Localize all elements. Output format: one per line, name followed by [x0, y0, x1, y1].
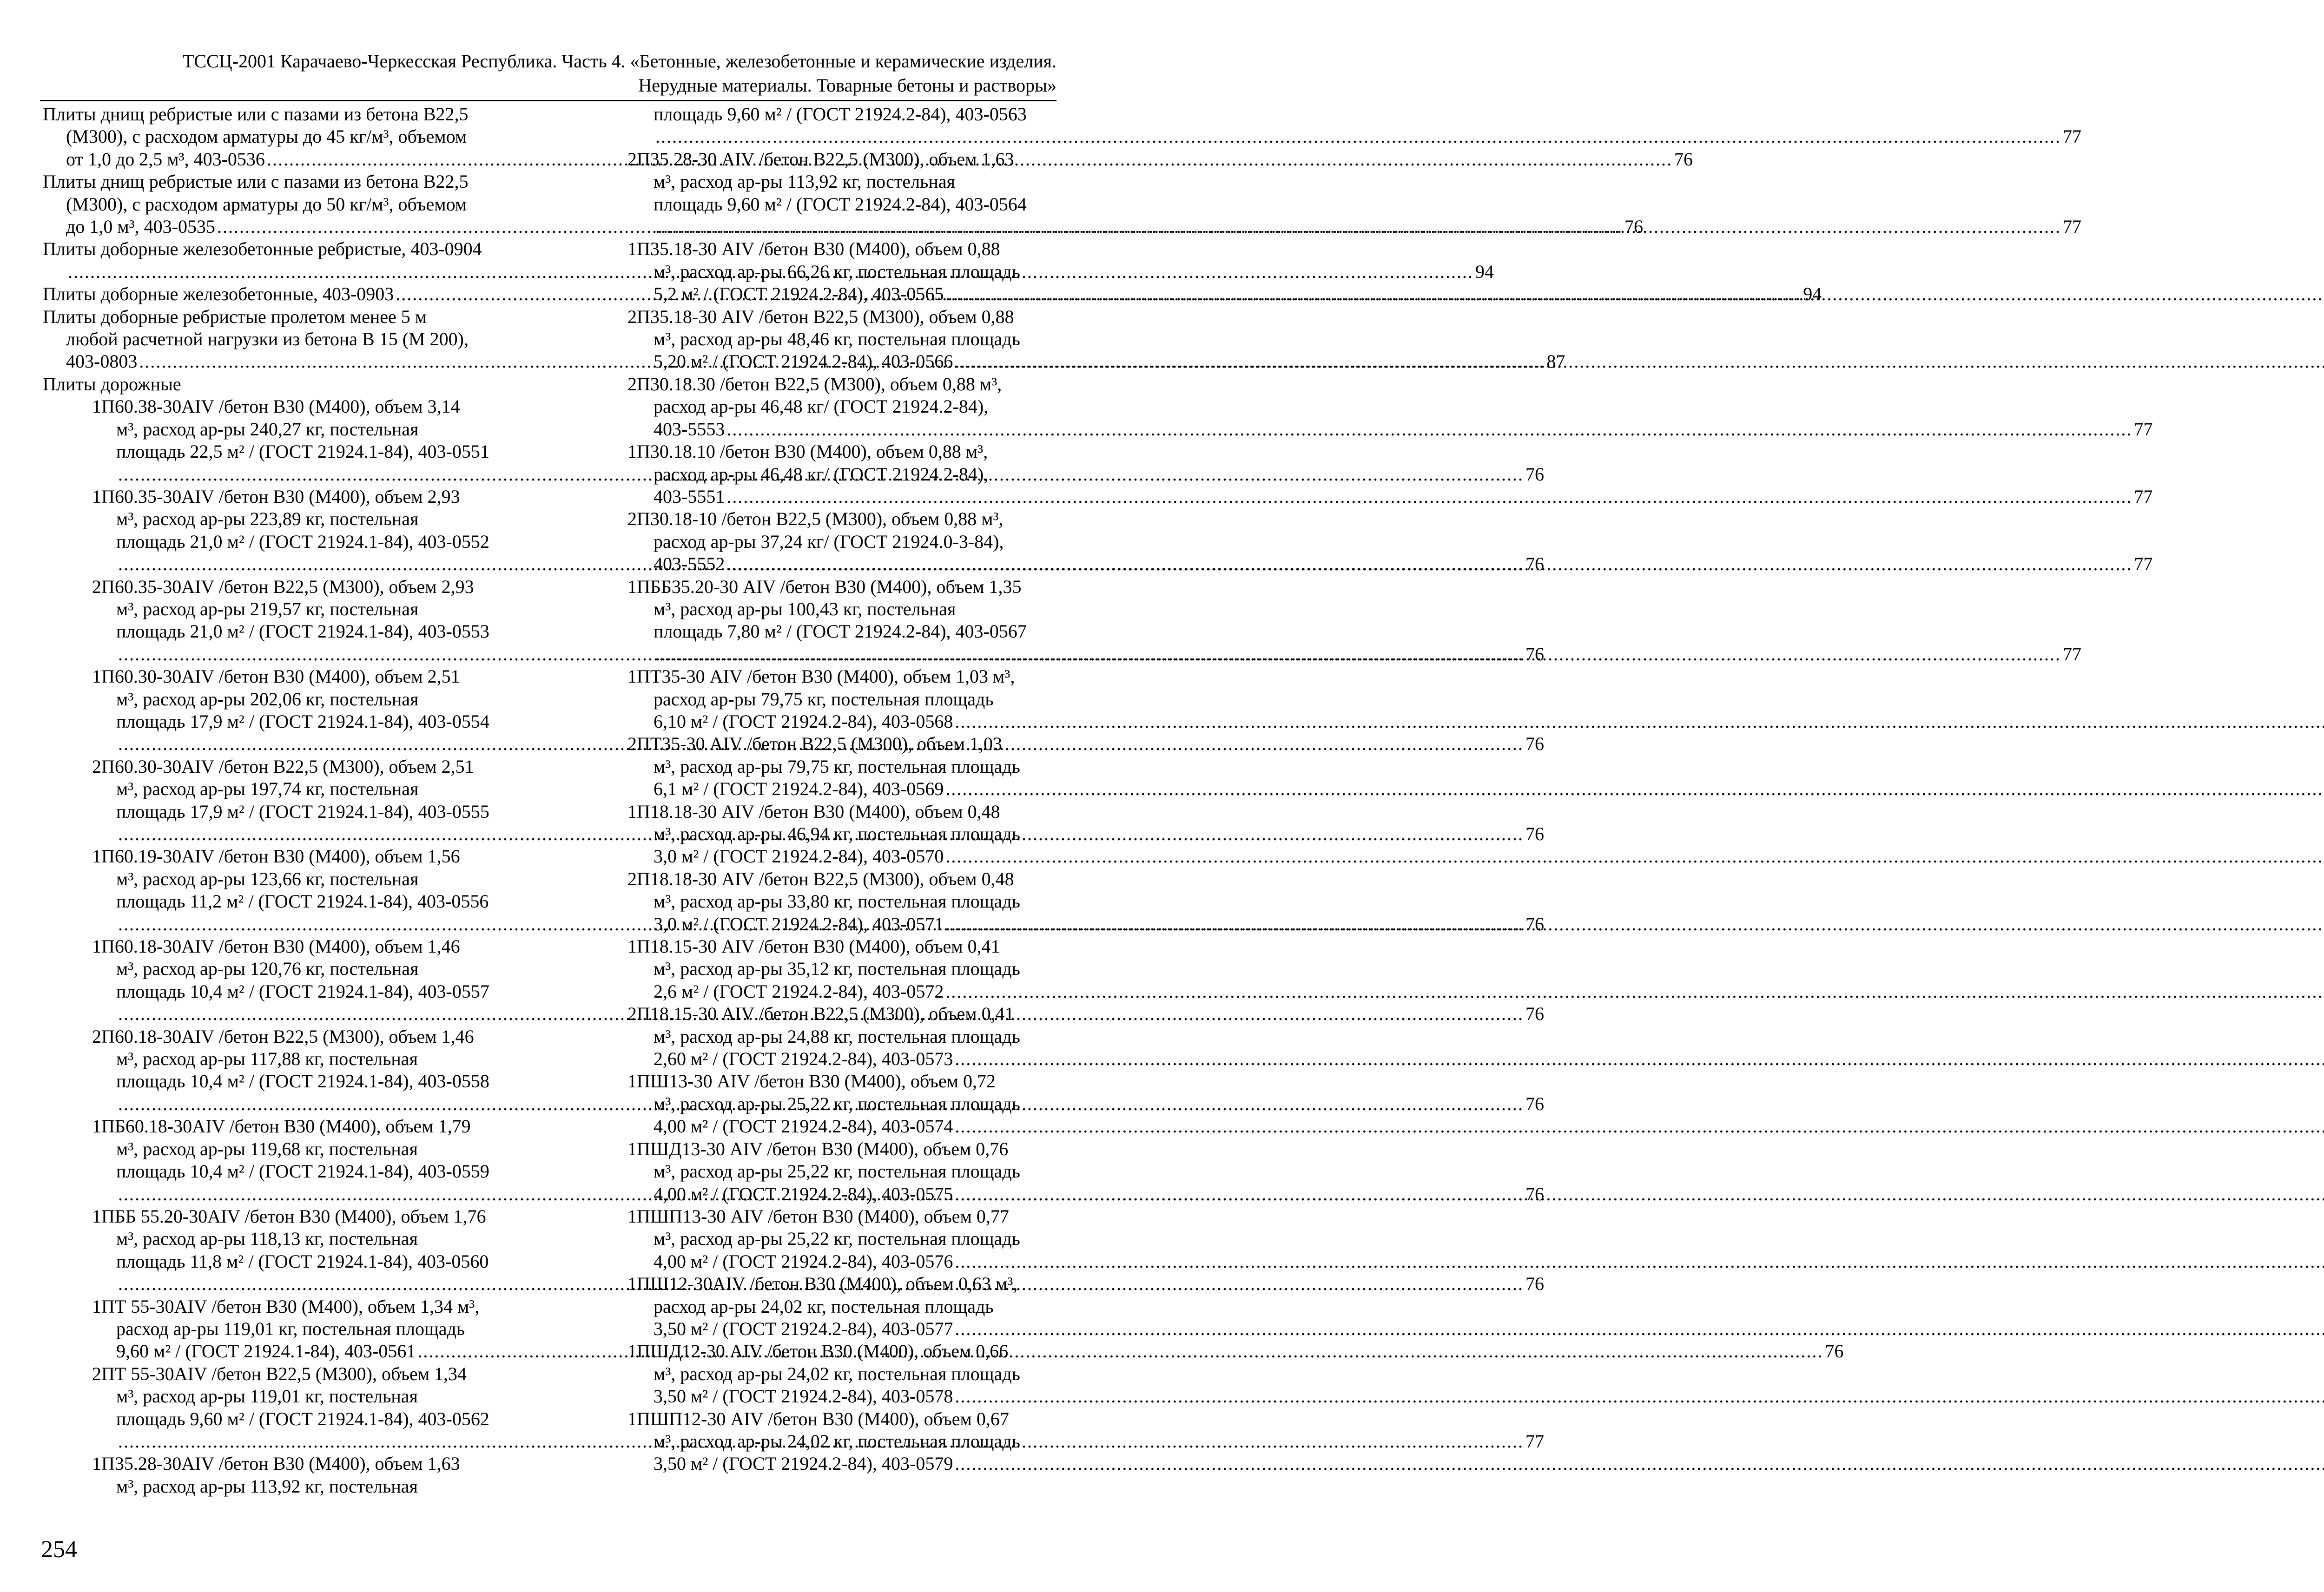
entry-text-line: 1ПШ12-30AIV /бетон В30 (М400), объем 0,63 м³, — [627, 1273, 1018, 1295]
entry-text-line: м³, расход ар-ры 25,22 кг, постельная площадь — [654, 1228, 1020, 1250]
header-line-2: Нерудные материалы. Товарные бетоны и растворы» — [638, 75, 1056, 96]
entry-text-line: 2П60.35-30AIV /бетон В22,5 (М300), объем 2,93 — [92, 576, 474, 597]
running-header — [40, 49, 1056, 98]
page-reference: 76 — [1525, 1183, 1544, 1204]
index-entry — [627, 1408, 1044, 1475]
entry-text-line: Плиты днищ ребристые или с пазами из бетона В22,5 — [43, 171, 469, 192]
entry-text-line: 1П30.18.10 /бетон В30 (М400), объем 0,88 м³, — [627, 441, 988, 462]
entry-text-line: площадь 9,60 м² / (ГОСТ 21924.2-84), 403-0564 — [654, 193, 1027, 215]
entry-text-line: м³, расход ар-ры 240,27 кг, постельная — [116, 418, 419, 440]
entry-text-line: Плиты доборные железобетонные ребристые, 403-0904 — [43, 238, 482, 260]
entry-text-line: площадь 21,0 м² / (ГОСТ 21924.1-84), 403-0552 — [116, 531, 489, 552]
dot-leader — [726, 486, 2132, 507]
entry-text-line: м³, расход ар-ры 100,43 кг, постельная — [654, 598, 956, 619]
index-entry — [43, 1453, 517, 1498]
page-number: 254 — [41, 1536, 77, 1563]
entry-text-line: 2П60.18-30AIV /бетон В22,5 (М300), объем 1,46 — [92, 1026, 474, 1047]
index-entry — [627, 1070, 1044, 1138]
dot-leader — [955, 1184, 2324, 1204]
index-entry — [627, 1138, 1044, 1205]
index-entry — [627, 373, 2153, 441]
entry-page-ref — [627, 1385, 1044, 1408]
entry-text-line: 1П60.19-30AIV /бетон В30 (М400), объем 1,56 — [92, 846, 460, 867]
dot-leader — [655, 126, 2061, 147]
page-reference: 76 — [1525, 823, 1544, 844]
entry-text-line: площадь 17,9 м² / (ГОСТ 21924.1-84), 403-0555 — [116, 801, 489, 822]
entry-text-line: 2ПТ 55-30AIV /бетон В22,5 (М300), объем 1,34 — [92, 1363, 467, 1384]
entry-text-line: Плиты доборные железобетонные, 403-0903 — [43, 283, 394, 305]
entry-page-ref — [627, 845, 1044, 868]
dot-leader — [955, 1048, 2324, 1069]
entry-page-ref — [627, 418, 2153, 441]
page-reference: 76 — [1525, 553, 1544, 575]
index-entry — [627, 665, 1044, 733]
page-reference: 77 — [2063, 643, 2081, 664]
entry-text-line: 3,50 м² / (ГОСТ 21924.2-84), 403-0579 — [654, 1453, 953, 1474]
index-entry — [627, 238, 1044, 305]
entry-page-ref — [627, 1453, 1044, 1475]
entry-page-ref — [627, 1048, 1044, 1070]
entry-text-line: площадь 7,80 м² / (ГОСТ 21924.2-84), 403-0567 — [654, 621, 1027, 642]
entry-page-ref — [627, 1250, 1044, 1273]
entry-text-line: 2П35.18-30 AIV /бетон В22,5 (М300), объем 0,88 — [627, 306, 1014, 327]
entry-text-line: м³, расход ар-ры 35,12 кг, постельная площадь — [654, 958, 1020, 980]
entry-text-line: м³, расход ар-ры 46,94 кг, постельная площадь — [654, 823, 1020, 844]
entry-text-line: 2П30.18-10 /бетон В22,5 (М300), объем 0,88 м³, — [627, 508, 1004, 530]
entry-text-line: 1П18.15-30 AIV /бетон В30 (М400), объем 0,41 — [627, 936, 1000, 957]
entry-text-line: площадь 22,5 м² / (ГОСТ 21924.1-84), 403-0551 — [116, 441, 489, 462]
entry-text-line: м³, расход ар-ры 119,68 кг, постельная — [116, 1138, 418, 1159]
dot-leader — [945, 846, 2324, 867]
entry-text-line: 1ПББ35.20-30 AIV /бетон В30 (М400), объем 1,35 — [627, 576, 1022, 597]
page-reference: 94 — [1803, 283, 1822, 305]
entry-text-line: 3,0 м² / (ГОСТ 21924.2-84), 403-0571 — [654, 913, 944, 934]
entry-text-line: расход ар-ры 37,24 кг/ (ГОСТ 21924.0-3-84), — [654, 531, 1004, 552]
entry-text-line: 4,00 м² / (ГОСТ 21924.2-84), 403-0574 — [654, 1116, 953, 1137]
entry-text-line: площадь 10,4 м² / (ГОСТ 21924.1-84), 403-0559 — [116, 1161, 489, 1182]
entry-page-ref — [627, 1318, 1044, 1340]
dot-leader — [945, 283, 2324, 304]
dot-leader — [945, 981, 2324, 1002]
page-reference: 76 — [1525, 913, 1544, 934]
entry-text-line: 6,1 м² / (ГОСТ 21924.2-84), 403-0569 — [654, 778, 944, 800]
entry-text-line: 1П60.30-30AIV /бетон В30 (М400), объем 2,51 — [92, 666, 460, 687]
index-entry — [627, 1205, 1044, 1273]
entry-text-line: 1П18.18-30 AIV /бетон В30 (М400), объем 0,48 — [627, 801, 1000, 822]
entry-text-line: м³, расход ар-ры 223,89 кг, постельная — [116, 508, 419, 530]
entry-text-line: 403-5551 — [654, 486, 725, 507]
index-entry — [627, 1340, 1044, 1408]
entry-text-line: 2ПТ35-30 AIV /бетон В22,5 (М300), объем 1,03 — [627, 733, 1003, 755]
entry-text-line: расход ар-ры 79,75 кг, постельная площадь — [654, 688, 994, 710]
entry-text-line: 1ПШ13-30 AIV /бетон В30 (М400), объем 0,72 — [627, 1071, 996, 1092]
entry-text-line: 1П60.18-30AIV /бетон В30 (М400), объем 1,46 — [92, 936, 460, 957]
entry-text-line: 2П35.28-30 AIV /бетон В22,5 (М300), объем 1,63 — [627, 148, 1014, 170]
entry-text-line: 2П30.18.30 /бетон В22,5 (М300), объем 0,88 м³, — [627, 373, 1002, 395]
index-entry — [627, 935, 1044, 1003]
dot-leader — [955, 351, 2324, 372]
entry-page-ref — [92, 643, 1544, 665]
entry-text-line: 403-5553 — [654, 418, 725, 440]
entry-text-line: м³, расход ар-ры 79,75 кг, постельная площадь — [654, 756, 1020, 777]
page-reference: 76 — [1825, 1341, 1844, 1362]
entry-text-line: 4,00 м² / (ГОСТ 21924.2-84), 403-0576 — [654, 1250, 953, 1272]
entry-text-line: 2П60.30-30AIV /бетон В22,5 (М300), объем 2,51 — [92, 756, 474, 777]
entry-text-line: м³, расход ар-ры 123,66 кг, постельная — [116, 868, 419, 889]
entry-page-ref — [43, 216, 1643, 238]
entry-text-line: 403-0803 — [66, 351, 138, 372]
entry-text-line: м³, расход ар-ры 197,74 кг, постельная — [116, 778, 419, 800]
page-reference: 76 — [1525, 1273, 1544, 1295]
entry-text-line: м³, расход ар-ры 25,22 кг, постельная площадь — [654, 1093, 1020, 1114]
page-reference: 76 — [1525, 1003, 1544, 1025]
entry-text-line: 5,2 м² / (ГОСТ 21924.2-84), 403-0565 — [654, 283, 944, 305]
entry-text-line: до 1,0 м³, 403-0535 — [66, 216, 215, 237]
entry-text-line: площадь 21,0 м² / (ГОСТ 21924.1-84), 403-0553 — [116, 621, 489, 642]
index-entry — [627, 801, 1044, 868]
entry-text-line: м³, расход ар-ры 24,88 кг, постельная площадь — [654, 1026, 1020, 1047]
entry-text-line: 1ПББ 55.20-30AIV /бетон В30 (М400), объем 1,76 — [92, 1205, 486, 1227]
page-reference: 76 — [1525, 1093, 1544, 1114]
dot-leader — [655, 216, 2061, 237]
entry-text-line: любой расчетной нагрузки из бетона В 15 (М 200), — [66, 329, 469, 350]
entry-text-line: 4,00 м² / (ГОСТ 21924.2-84), 403-0575 — [654, 1183, 953, 1204]
entry-text-line: 1ПШД12-30 AIV /бетон В30 (М400), объем 0,66 — [627, 1341, 1009, 1362]
page-reference: 77 — [2134, 418, 2153, 440]
page-reference: 77 — [1525, 1430, 1544, 1452]
entry-text-line: м³, расход ар-ры 117,88 кг, постельная — [116, 1048, 418, 1070]
dot-leader — [945, 778, 2324, 799]
entry-page-ref — [627, 1115, 1044, 1138]
entry-page-ref — [627, 710, 1044, 733]
dot-leader — [955, 1453, 2324, 1474]
header-rule — [40, 100, 1056, 101]
dot-leader — [955, 1386, 2324, 1407]
entry-text-line: 2П18.15-30 AIV /бетон В22,5 (М300), объем 0,41 — [627, 1003, 1014, 1025]
entry-text-line: м³, расход ар-ры 120,76 кг, постельная — [116, 958, 419, 980]
entry-text-line: 1П35.28-30AIV /бетон В30 (М400), объем 1,63 — [92, 1453, 460, 1474]
index-entry — [627, 868, 1044, 935]
entry-text-line: (М300), с расходом арматуры до 50 кг/м³, объемом — [66, 193, 467, 215]
index-entry — [627, 306, 1044, 373]
entry-text-line: 403-5552 — [654, 553, 725, 575]
entry-text-line: 1П60.38-30AIV /бетон В30 (М400), объем 3,14 — [92, 396, 460, 417]
entry-page-ref — [627, 283, 1044, 305]
dot-leader — [655, 644, 2061, 664]
dot-leader — [726, 553, 2132, 574]
entry-text-line: м³, расход ар-ры 24,02 кг, постельная площадь — [654, 1363, 1020, 1384]
entry-text-line: 1ПТ35-30 AIV /бетон В30 (М400), объем 1,03 м³, — [627, 666, 1015, 687]
entry-text-line: 1П60.35-30AIV /бетон В30 (М400), объем 2,93 — [92, 486, 460, 507]
entry-text-line: 2П18.18-30 AIV /бетон В22,5 (М300), объем 0,48 — [627, 868, 1014, 889]
index-entry — [627, 1273, 1044, 1340]
entry-text-line: расход ар-ры 46,48 кг/ (ГОСТ 21924.2-84), — [654, 396, 989, 417]
entry-text-line: площадь 10,4 м² / (ГОСТ 21924.1-84), 403-0558 — [116, 1071, 489, 1092]
page-reference: 77 — [2063, 126, 2081, 147]
index-entry — [627, 103, 2081, 148]
entry-text-line: 3,50 м² / (ГОСТ 21924.2-84), 403-0577 — [654, 1318, 953, 1339]
page-reference: 94 — [1475, 261, 1494, 282]
entry-text-line: 3,0 м² / (ГОСТ 21924.2-84), 403-0570 — [654, 846, 944, 867]
dot-leader — [955, 1251, 2324, 1272]
entry-text-line: 1ПШД13-30 AIV /бетон В30 (М400), объем 0,76 — [627, 1138, 1009, 1159]
entry-page-ref — [627, 913, 1044, 935]
page-reference: 77 — [2134, 553, 2153, 575]
entry-text-line: расход ар-ры 119,01 кг, постельная площадь — [116, 1318, 465, 1339]
entry-text-line: 1ПШП12-30 AIV /бетон В30 (М400), объем 0,67 — [627, 1408, 1009, 1429]
index-entry — [627, 733, 1044, 800]
entry-text-line: Плиты днищ ребристые или с пазами из бетона В22,5 — [43, 104, 469, 125]
page-reference: 77 — [2134, 486, 2153, 507]
page-reference: 87 — [1546, 351, 1565, 372]
dot-leader — [945, 914, 2324, 934]
entry-text-line: м³, расход ар-ры 118,13 кг, постельная — [116, 1228, 418, 1250]
page-reference: 76 — [1525, 643, 1544, 664]
entry-page-ref — [627, 486, 2153, 508]
entry-text-line: расход ар-ры 24,02 кг, постельная площадь — [654, 1296, 994, 1317]
entry-text-line: площадь 10,4 м² / (ГОСТ 21924.1-84), 403-0557 — [116, 980, 489, 1002]
page-reference: 76 — [1674, 148, 1693, 170]
index-heading: Плиты дорожные — [43, 373, 181, 395]
entry-text-line: 1ПШП13-30 AIV /бетон В30 (М400), объем 0,77 — [627, 1205, 1009, 1227]
entry-text-line: м³, расход ар-ры 66,26 кг, постельная площадь — [654, 261, 1020, 282]
entry-text-line: м³, расход ар-ры 33,80 кг, постельная площадь — [654, 891, 1020, 912]
entry-page-ref — [627, 980, 1044, 1003]
entry-text-line: площадь 9,60 м² / (ГОСТ 21924.1-84), 403-0562 — [116, 1408, 489, 1429]
page-reference: 77 — [2063, 216, 2081, 237]
entry-page-ref — [627, 350, 1044, 373]
entry-text-line: площадь 11,2 м² / (ГОСТ 21924.1-84), 403-0556 — [116, 891, 489, 912]
entry-text-line: от 1,0 до 2,5 м³, 403-0536 — [66, 148, 265, 170]
entry-text-line: 1ПТ 55-30AIV /бетон В30 (М400), объем 1,34 м³, — [92, 1296, 480, 1317]
dot-leader — [726, 419, 2132, 440]
entry-text-line: 1ПБ60.18-30AIV /бетон В30 (М400), объем 1,79 — [92, 1116, 471, 1137]
entry-text-line: м³, расход ар-ры 119,01 кг, постельная — [116, 1386, 418, 1407]
entry-text-line: м³, расход ар-ры 113,92 кг, постельная — [116, 1475, 418, 1497]
entry-text-line: площадь 17,9 м² / (ГОСТ 21924.1-84), 403-0554 — [116, 710, 489, 732]
entry-text-line: м³, расход ар-ры 113,92 кг, постельная — [654, 171, 955, 192]
entry-text-line: (М300), с расходом арматуры до 45 кг/м³, объемом — [66, 126, 467, 147]
entry-text-line: Плиты доборные ребристые пролетом менее 5 м — [43, 306, 427, 327]
dot-leader — [955, 1318, 2324, 1339]
entry-text-line: площадь 11,8 м² / (ГОСТ 21924.1-84), 403-0560 — [116, 1250, 489, 1272]
entry-text-line: 5,20 м² / (ГОСТ 21924.2-84), 403-0566 — [654, 351, 953, 372]
entry-text-line: площадь 9,60 м² / (ГОСТ 21924.2-84), 403-0563 — [654, 104, 1027, 125]
header-line-1: ТССЦ-2001 Карачаево-Черкесская Республика. Часть 4. «Бетонные, железобетонные и керамические изделия. — [182, 51, 1056, 72]
entry-text-line: 9,60 м² / (ГОСТ 21924.1-84), 403-0561 — [116, 1341, 416, 1362]
entry-page-ref — [627, 1183, 1044, 1205]
entry-text-line: 3,50 м² / (ГОСТ 21924.2-84), 403-0578 — [654, 1386, 953, 1407]
dot-leader — [955, 1116, 2324, 1137]
page-reference: 76 — [1525, 463, 1544, 485]
entry-text-line: м³, расход ар-ры 219,57 кг, постельная — [116, 598, 419, 619]
entry-text-line: 1П35.18-30 AIV /бетон В30 (М400), объем 0,88 — [627, 238, 1000, 260]
page-reference: 76 — [1624, 216, 1643, 237]
page-reference: 76 — [1525, 733, 1544, 755]
entry-text-line: м³, расход ар-ры 48,46 кг, постельная площадь — [654, 329, 1020, 350]
entry-text-line: 6,10 м² / (ГОСТ 21924.2-84), 403-0568 — [654, 710, 953, 732]
index-entry — [627, 1003, 1044, 1070]
entry-text-line: м³, расход ар-ры 25,22 кг, постельная площадь — [654, 1161, 1020, 1182]
entry-text-line: м³, расход ар-ры 202,06 кг, постельная — [116, 688, 419, 710]
entry-text-line: 2,60 м² / (ГОСТ 21924.2-84), 403-0573 — [654, 1048, 953, 1070]
entry-text-line: 2,6 м² / (ГОСТ 21924.2-84), 403-0572 — [654, 980, 944, 1002]
entry-text-line: расход ар-ры 46,48 кг/ (ГОСТ 21924.2-84), — [654, 463, 989, 485]
entry-page-ref — [627, 125, 2081, 148]
dot-leader — [955, 711, 2324, 732]
entry-page-ref — [627, 778, 1044, 800]
entry-text-line: м³, расход ар-ры 24,02 кг, постельная площадь — [654, 1430, 1020, 1452]
